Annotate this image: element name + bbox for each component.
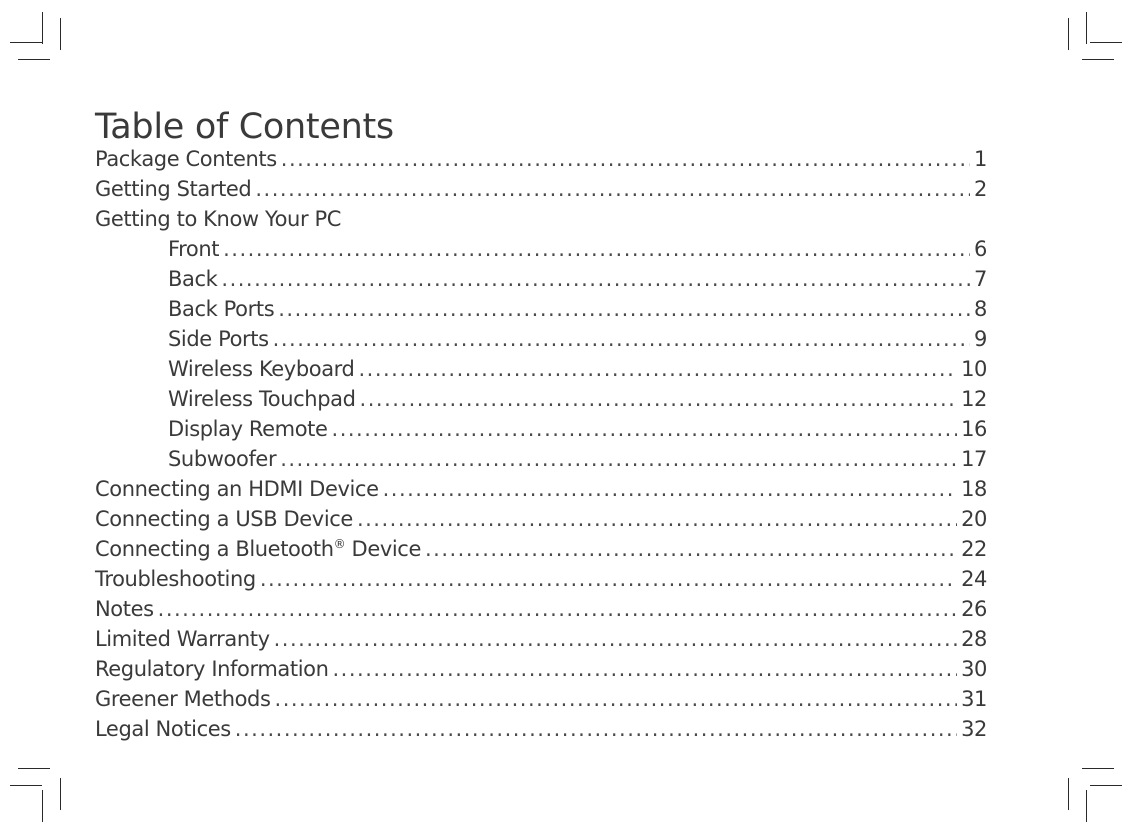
crop-mark (42, 12, 43, 44)
toc-entry-back[interactable] (95, 264, 987, 294)
toc-page-number: 26 (961, 597, 987, 621)
toc-entry-label: Wireless Touchpad (168, 387, 356, 411)
crop-mark (1086, 12, 1087, 44)
toc-entry-label: Package Contents (95, 147, 277, 171)
toc-leader (158, 594, 957, 624)
toc-entry-regulatory-information[interactable] (95, 654, 987, 684)
toc-entry-subwoofer[interactable] (95, 444, 987, 474)
toc-page-number: 31 (961, 687, 987, 711)
toc-entry-label: Limited Warranty (95, 627, 270, 651)
toc-entry-label: Back Ports (168, 297, 275, 321)
toc-entry-getting-started[interactable] (95, 174, 987, 204)
toc-section-label: Getting to Know Your PC (95, 207, 341, 231)
toc-page-number: 17 (961, 447, 987, 471)
toc-entry-wireless-touchpad[interactable] (95, 384, 987, 414)
toc-entry-limited-warranty[interactable] (95, 624, 987, 654)
toc-leader (333, 654, 958, 684)
registered-mark: ® (333, 537, 346, 551)
toc-page-number: 2 (974, 177, 987, 201)
toc-page-number: 32 (961, 717, 987, 741)
crop-mark (42, 790, 43, 822)
toc-entry-display-remote[interactable] (95, 414, 987, 444)
toc-page-number: 18 (961, 477, 987, 501)
toc-leader (332, 414, 958, 444)
toc-page-number: 1 (974, 147, 987, 171)
toc-page-number: 9 (974, 327, 987, 351)
toc-entry-label: Connecting a USB Device (95, 507, 353, 531)
toc-entry-label-suffix: Device (345, 537, 421, 561)
crop-mark (18, 768, 50, 769)
crop-mark (1082, 768, 1114, 769)
toc-leader (278, 294, 970, 324)
table-of-contents (95, 144, 987, 744)
toc-entry-label: Connecting an HDMI Device (95, 477, 379, 501)
toc-page-number: 24 (961, 567, 987, 591)
crop-mark (1090, 42, 1122, 43)
toc-entry-package-contents[interactable] (95, 144, 987, 174)
toc-entry-label: Front (168, 237, 220, 261)
toc-leader (275, 684, 958, 714)
toc-leader (235, 714, 957, 744)
toc-leader (273, 324, 970, 354)
toc-entry-label: Wireless Keyboard (168, 357, 355, 381)
toc-page-number: 22 (961, 537, 987, 561)
toc-entry-side-ports[interactable] (95, 324, 987, 354)
toc-leader (274, 624, 957, 654)
toc-leader (280, 444, 957, 474)
toc-entry-label: Subwoofer (168, 447, 277, 471)
crop-mark (1068, 778, 1069, 810)
toc-leader (223, 234, 970, 264)
toc-entry-label: Troubleshooting (95, 567, 256, 591)
toc-entry-label: Getting Started (95, 177, 252, 201)
toc-entry-troubleshooting[interactable] (95, 564, 987, 594)
crop-mark (60, 778, 61, 810)
toc-entry-notes[interactable] (95, 594, 987, 624)
crop-mark (10, 785, 42, 786)
crop-mark (60, 18, 61, 50)
toc-entry-label: Side Ports (168, 327, 269, 351)
toc-entry-connecting-bluetooth[interactable] (95, 534, 987, 564)
toc-entry-greener-methods[interactable] (95, 684, 987, 714)
toc-page-number: 30 (961, 657, 987, 681)
toc-entry-connecting-hdmi[interactable] (95, 474, 987, 504)
toc-leader (221, 264, 970, 294)
toc-entry-wireless-keyboard[interactable] (95, 354, 987, 384)
toc-entry-label: Display Remote (168, 417, 328, 441)
toc-entry-legal-notices[interactable] (95, 714, 987, 744)
crop-mark (10, 42, 42, 43)
toc-leader (360, 384, 958, 414)
toc-page-number: 16 (961, 417, 987, 441)
toc-leader (255, 174, 970, 204)
page-title: Table of Contents (95, 107, 394, 148)
toc-entry-label: Greener Methods (95, 687, 271, 711)
crop-mark (1082, 59, 1114, 60)
toc-entry-label: Back (168, 267, 218, 291)
toc-entry-back-ports[interactable] (95, 294, 987, 324)
crop-mark (1086, 790, 1087, 822)
toc-leader (383, 474, 957, 504)
toc-page-number: 12 (961, 387, 987, 411)
toc-entry-label: Notes (95, 597, 154, 621)
toc-section-getting-to-know-your-pc (95, 204, 987, 234)
toc-leader (357, 504, 957, 534)
toc-entry-label-text: Connecting a Bluetooth (95, 537, 334, 561)
toc-entry-front[interactable] (95, 234, 987, 264)
toc-entry-label: Regulatory Information (95, 657, 329, 681)
toc-page-number: 10 (961, 357, 987, 381)
toc-leader (260, 564, 957, 594)
toc-page-number: 28 (961, 627, 987, 651)
toc-page-number: 6 (974, 237, 987, 261)
crop-mark (1090, 785, 1122, 786)
toc-entry-connecting-usb[interactable] (95, 504, 987, 534)
toc-page-number: 7 (974, 267, 987, 291)
crop-mark (18, 59, 50, 60)
toc-page-number: 8 (974, 297, 987, 321)
toc-page-number: 20 (961, 507, 987, 531)
toc-entry-label: Legal Notices (95, 717, 231, 741)
crop-mark (1068, 18, 1069, 50)
toc-leader (358, 354, 957, 384)
toc-leader (425, 534, 957, 564)
toc-entry-label (95, 534, 421, 564)
toc-leader (281, 144, 970, 174)
